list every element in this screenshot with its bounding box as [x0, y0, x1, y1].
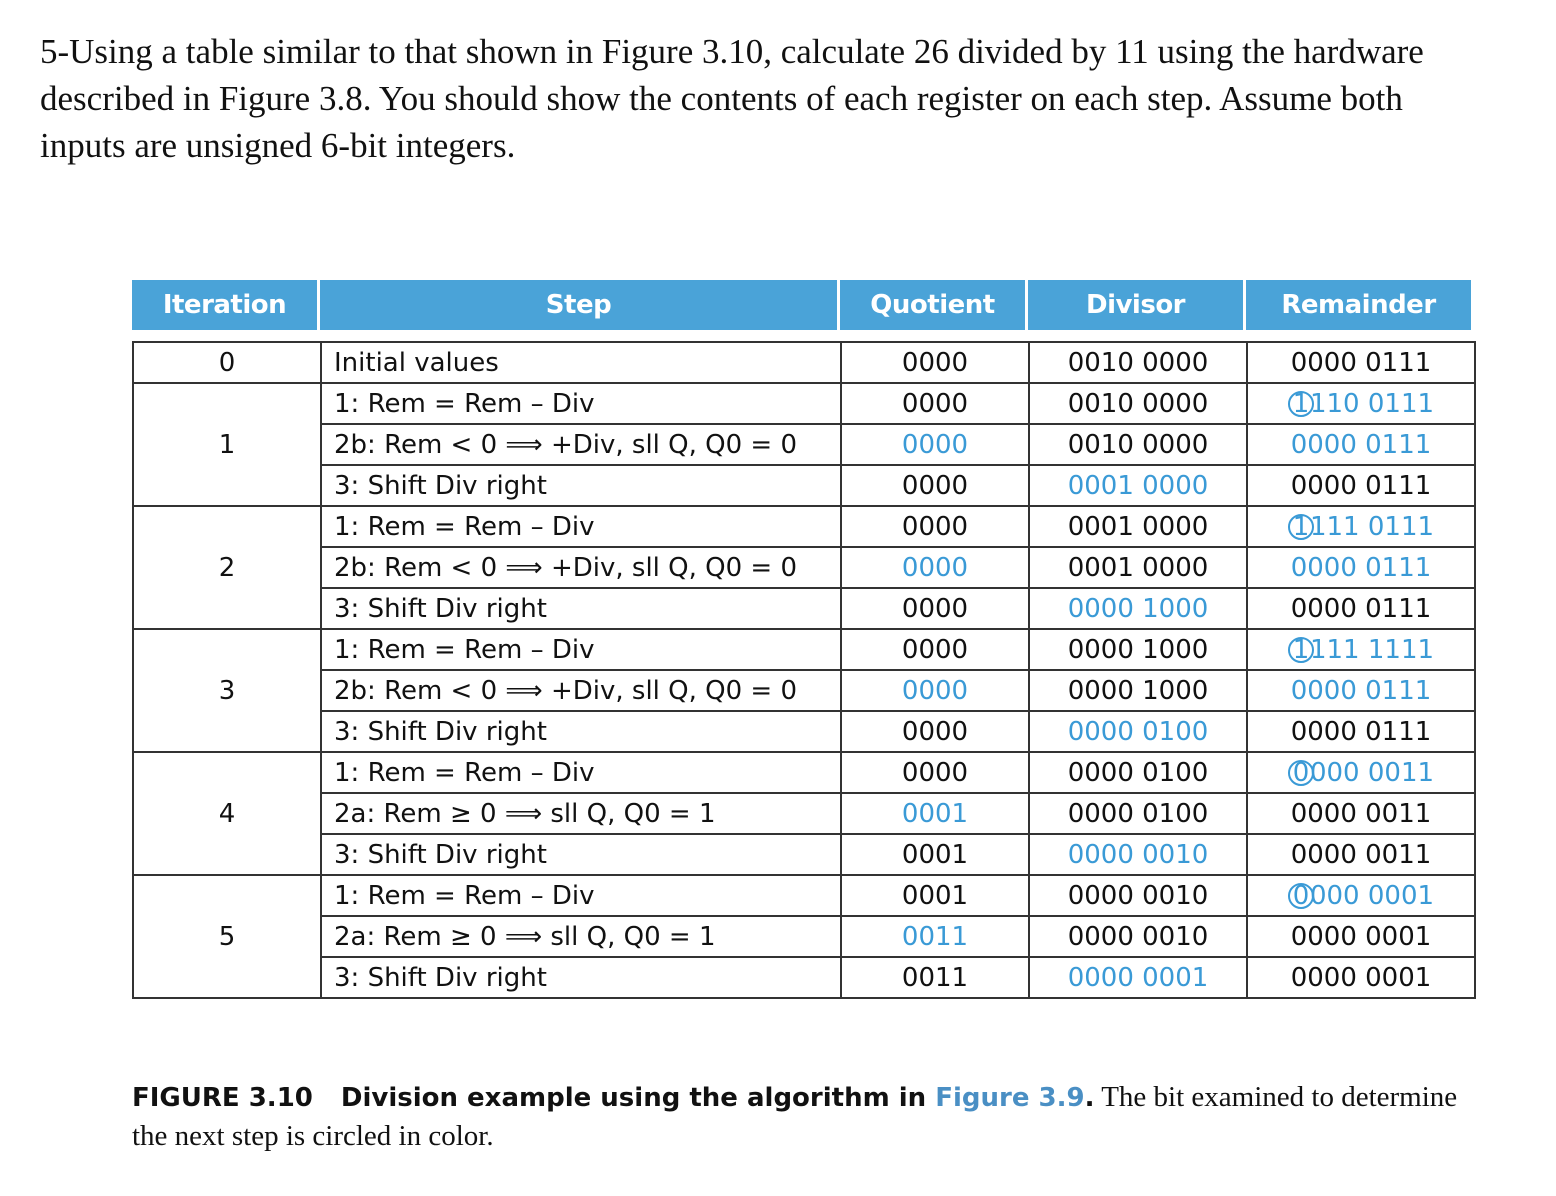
iteration-cell: 0: [133, 342, 321, 383]
divisor-cell: 0000 1000: [1029, 629, 1247, 670]
remainder-cell: 0000 0011: [1247, 834, 1475, 875]
table-row: [133, 711, 1475, 752]
table-row: [133, 834, 1475, 875]
remainder-cell: 0000 0111: [1247, 547, 1475, 588]
step-cell: 3: Shift Div right: [321, 957, 841, 998]
step-cell: 3: Shift Div right: [321, 465, 841, 506]
remainder-cell: 0000 0111: [1247, 342, 1475, 383]
caption-body: The bit examined to determine the next step is circled in color.: [132, 1081, 1458, 1152]
step-cell: 1: Rem = Rem – Div: [321, 875, 841, 916]
iteration-cell: 4: [133, 752, 321, 875]
divisor-cell: 0010 0000: [1029, 383, 1247, 424]
iteration-cell: 1: [133, 383, 321, 506]
divisor-cell: 0001 0000: [1029, 465, 1247, 506]
circled-bit: 1: [1288, 637, 1314, 663]
step-cell: 2b: Rem < 0 ⟹ +Div, sll Q, Q0 = 0: [321, 670, 841, 711]
iteration-cell: 2: [133, 506, 321, 629]
table-header: [132, 280, 1474, 330]
step-cell: 1: Rem = Rem – Div: [321, 752, 841, 793]
figure-label: FIGURE 3.10: [132, 1083, 313, 1113]
header-divisor: Divisor: [1028, 280, 1243, 330]
circled-bit: 1: [1288, 514, 1314, 540]
remainder-cell: [1247, 629, 1475, 670]
divisor-cell: 0000 0100: [1029, 752, 1247, 793]
quotient-cell: 0011: [841, 957, 1029, 998]
iteration-cell: 3: [133, 629, 321, 752]
table-row: [133, 506, 1475, 547]
table-row: [133, 342, 1475, 383]
header-iteration: Iteration: [132, 280, 317, 330]
divisor-cell: 0000 0100: [1029, 711, 1247, 752]
table-body: [133, 342, 1475, 998]
table-row: [133, 793, 1475, 834]
divisor-cell: 0001 0000: [1029, 506, 1247, 547]
remainder-cell: 0000 0001: [1247, 957, 1475, 998]
step-cell: 2b: Rem < 0 ⟹ +Div, sll Q, Q0 = 0: [321, 424, 841, 465]
remainder-cell: 0000 0111: [1247, 424, 1475, 465]
table-row: [133, 629, 1475, 670]
remainder-value: 000 0011: [1309, 757, 1435, 788]
figure-caption: [132, 1078, 1492, 1155]
quotient-cell: 0000: [841, 629, 1029, 670]
divisor-cell: 0001 0000: [1029, 547, 1247, 588]
remainder-cell: 0000 0111: [1247, 670, 1475, 711]
quotient-cell: 0000: [841, 465, 1029, 506]
remainder-cell: [1247, 383, 1475, 424]
quotient-cell: 0001: [841, 875, 1029, 916]
step-cell: 3: Shift Div right: [321, 834, 841, 875]
header-quotient: Quotient: [840, 280, 1025, 330]
remainder-value: 111 1111: [1309, 634, 1435, 665]
table-row: [133, 547, 1475, 588]
caption-bold-end: .: [1084, 1083, 1095, 1113]
step-cell: 1: Rem = Rem – Div: [321, 629, 841, 670]
table-row: [133, 752, 1475, 793]
quotient-cell: 0000: [841, 547, 1029, 588]
circled-bit: 0: [1288, 883, 1314, 909]
remainder-cell: [1247, 506, 1475, 547]
caption-bold-text: Division example using the algorithm in: [340, 1083, 936, 1113]
step-cell: Initial values: [321, 342, 841, 383]
divisor-cell: 0000 0010: [1029, 834, 1247, 875]
remainder-value: 110 0111: [1309, 388, 1435, 419]
figure-link[interactable]: Figure 3.9: [935, 1083, 1085, 1113]
divisor-cell: 0000 0010: [1029, 916, 1247, 957]
division-table: [132, 341, 1476, 999]
table-row: [133, 424, 1475, 465]
header-remainder: Remainder: [1246, 280, 1471, 330]
quotient-cell: 0000: [841, 588, 1029, 629]
remainder-cell: 0000 0111: [1247, 588, 1475, 629]
table-row: [133, 465, 1475, 506]
remainder-cell: 0000 0111: [1247, 465, 1475, 506]
step-cell: 1: Rem = Rem – Div: [321, 383, 841, 424]
divisor-cell: 0000 1000: [1029, 588, 1247, 629]
quotient-cell: 0000: [841, 342, 1029, 383]
table-row: [133, 383, 1475, 424]
remainder-cell: [1247, 875, 1475, 916]
quotient-cell: 0011: [841, 916, 1029, 957]
table-row: [133, 670, 1475, 711]
quotient-cell: 0000: [841, 711, 1029, 752]
table-row: [133, 588, 1475, 629]
divisor-cell: 0010 0000: [1029, 424, 1247, 465]
divisor-cell: 0000 1000: [1029, 670, 1247, 711]
question-text: 5-Using a table similar to that shown in Figure 3.10, calculate 26 divided by 11 using the hardware described in Figure 3.8. You should show the contents of each register on each step. Assume both inputs are unsigned 6-bit integers.: [40, 32, 1424, 165]
remainder-cell: [1247, 752, 1475, 793]
iteration-cell: 5: [133, 875, 321, 998]
step-cell: 2b: Rem < 0 ⟹ +Div, sll Q, Q0 = 0: [321, 547, 841, 588]
remainder-cell: 0000 0011: [1247, 793, 1475, 834]
table-row: [133, 916, 1475, 957]
remainder-cell: 0000 0001: [1247, 916, 1475, 957]
divisor-cell: 0010 0000: [1029, 342, 1247, 383]
header-step: Step: [320, 280, 837, 330]
circled-bit: 0: [1288, 760, 1314, 786]
step-cell: 1: Rem = Rem – Div: [321, 506, 841, 547]
remainder-value: 000 0001: [1309, 880, 1435, 911]
table-row: [133, 875, 1475, 916]
quotient-cell: 0000: [841, 383, 1029, 424]
divisor-cell: 0000 0010: [1029, 875, 1247, 916]
divisor-cell: 0000 0100: [1029, 793, 1247, 834]
step-cell: 3: Shift Div right: [321, 711, 841, 752]
step-cell: 3: Shift Div right: [321, 588, 841, 629]
divisor-cell: 0000 0001: [1029, 957, 1247, 998]
quotient-cell: 0000: [841, 752, 1029, 793]
table-row: [133, 957, 1475, 998]
quotient-cell: 0000: [841, 670, 1029, 711]
circled-bit: 1: [1288, 391, 1314, 417]
remainder-cell: 0000 0111: [1247, 711, 1475, 752]
quotient-cell: 0000: [841, 424, 1029, 465]
step-cell: 2a: Rem ≥ 0 ⟹ sll Q, Q0 = 1: [321, 916, 841, 957]
step-cell: 2a: Rem ≥ 0 ⟹ sll Q, Q0 = 1: [321, 793, 841, 834]
remainder-value: 111 0111: [1309, 511, 1435, 542]
quotient-cell: 0000: [841, 506, 1029, 547]
quotient-cell: 0001: [841, 793, 1029, 834]
quotient-cell: 0001: [841, 834, 1029, 875]
